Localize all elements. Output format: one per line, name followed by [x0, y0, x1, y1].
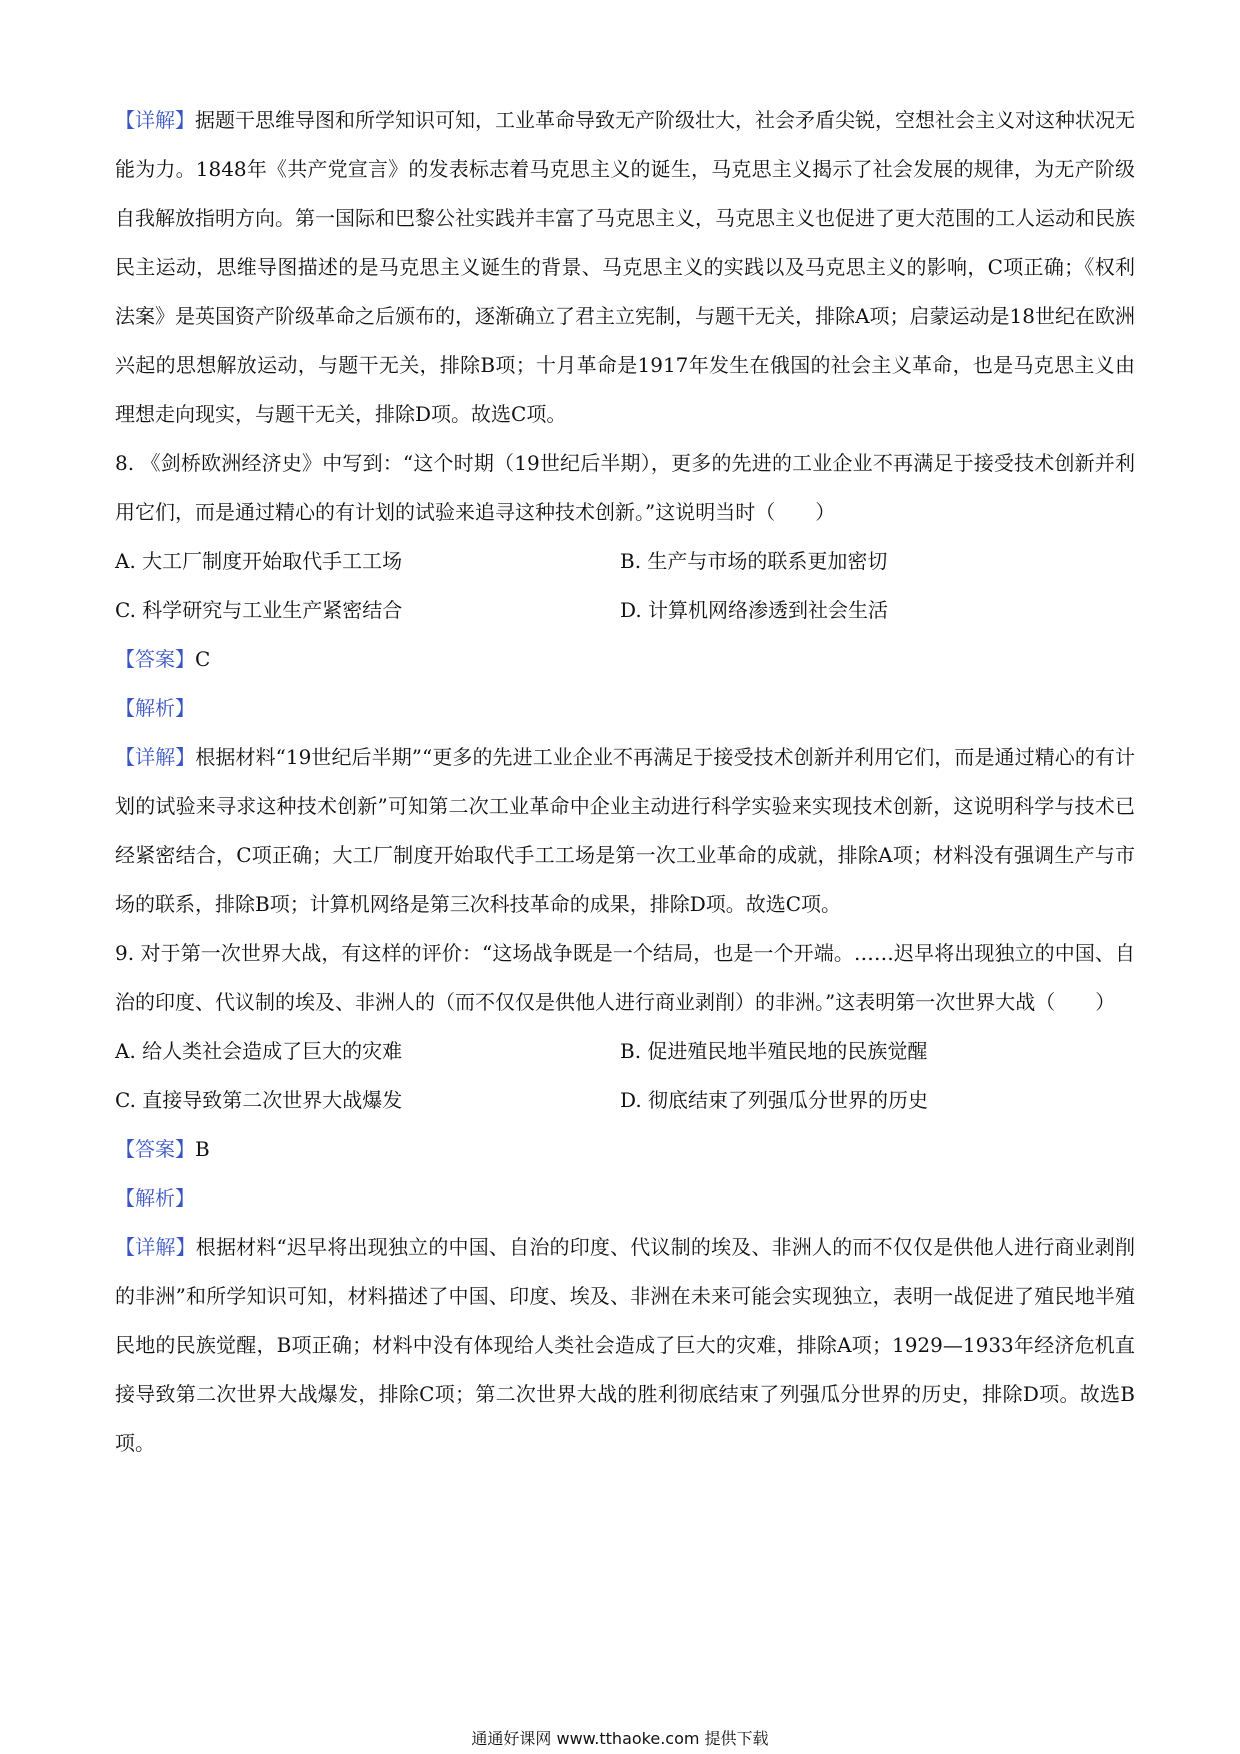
- option-d: D. 彻底结束了列强瓜分世界的历史: [620, 1088, 929, 1112]
- q9-options-row-1: [115, 1027, 1135, 1076]
- q9-detail: [115, 1223, 1135, 1468]
- q9-answer: [115, 1125, 1135, 1174]
- q7-detail: [115, 96, 1135, 439]
- page-footer: 通通好课网 www.tthaoke.com 提供下载: [471, 1729, 769, 1748]
- document-page: [115, 96, 1135, 1468]
- q9-analysis-heading: [115, 1174, 1135, 1223]
- q8-analysis-heading: [115, 684, 1135, 733]
- answer-value: B: [195, 1137, 210, 1161]
- answer-value: C: [195, 647, 211, 671]
- answer-tag: 【答案】: [115, 1137, 195, 1161]
- option-c: C. 科学研究与工业生产紧密结合: [115, 598, 403, 622]
- option-b: B. 促进殖民地半殖民地的民族觉醒: [620, 1039, 928, 1063]
- option-d: D. 计算机网络渗透到社会生活: [620, 598, 889, 622]
- option-b: B. 生产与市场的联系更加密切: [620, 549, 888, 573]
- detail-tag: 【详解】: [115, 745, 196, 769]
- option-a: A. 大工厂制度开始取代手工工场: [115, 549, 403, 573]
- detail-text: 根据材料“迟早将出现独立的中国、自治的印度、代议制的埃及、非洲人的而不仅仅是供他人进行商业剥削的非洲”和所学知识可知，材料描述了中国、印度、埃及、非洲在未来可能会实现独立，表明一战促进了殖民地半殖民地的民族觉醒，B项正确；材料中没有体现给人类社会造成了巨大的灾难，排除A项；1929—1933年经济危机直接导致第二次世界大战爆发，排除C项；第二次世界大战的胜利彻底结束了列强瓜分世界的历史，排除D项。故选B项。: [115, 1235, 1135, 1455]
- analysis-tag: 【解析】: [115, 1186, 195, 1210]
- detail-tag: 【详解】: [115, 108, 195, 132]
- detail-tag: 【详解】: [115, 1235, 196, 1259]
- q8-stem: 8. 《剑桥欧洲经济史》中写到：“这个时期（19世纪后半期），更多的先进的工业企业不再满足于接受技术创新并利用它们，而是通过精心的有计划的试验来追寻这种技术创新。”这说明当时（ ）: [115, 451, 1135, 524]
- detail-text: 根据材料“19世纪后半期”“更多的先进工业企业不再满足于接受技术创新并利用它们，而是通过精心的有计划的试验来寻求这种技术创新”可知第二次工业革命中企业主动进行科学实验来实现技术创新，这说明科学与技术已经紧密结合，C项正确；大工厂制度开始取代手工工场是第一次工业革命的成就，排除A项；材料没有强调生产与市场的联系，排除B项；计算机网络是第三次科技革命的成果，排除D项。故选C项。: [115, 745, 1136, 916]
- analysis-tag: 【解析】: [115, 696, 195, 720]
- q9-options-row-2: [115, 1076, 1135, 1125]
- q8-options-row-1: [115, 537, 1135, 586]
- q8-options-row-2: [115, 586, 1135, 635]
- q8-detail: [115, 733, 1135, 929]
- answer-tag: 【答案】: [115, 647, 195, 671]
- option-a: A. 给人类社会造成了巨大的灾难: [115, 1039, 403, 1063]
- detail-text: 据题干思维导图和所学知识可知，工业革命导致无产阶级壮大，社会矛盾尖锐，空想社会主义对这种状况无能为力。1848年《共产党宣言》的发表标志着马克思主义的诞生，马克思主义揭示了社会发展的规律，为无产阶级自我解放指明方向。第一国际和巴黎公社实践并丰富了马克思主义，马克思主义也促进了更大范围的工人运动和民族民主运动，思维导图描述的是马克思主义诞生的背景、马克思主义的实践以及马克思主义的影响，C项正确；《权利法案》是英国资产阶级革命之后颁布的，逐渐确立了君主立宪制，与题干无关，排除A项；启蒙运动是18世纪在欧洲兴起的思想解放运动，与题干无关，排除B项；十月革命是1917年发生在俄国的社会主义革命，也是马克思主义由理想走向现实，与题干无关，排除D项。故选C项。: [115, 108, 1135, 426]
- option-c: C. 直接导致第二次世界大战爆发: [115, 1088, 403, 1112]
- q8-answer: [115, 635, 1135, 684]
- q9-stem: 9. 对于第一次世界大战，有这样的评价：“这场战争既是一个结局，也是一个开端。……迟早将出现独立的中国、自治的印度、代议制的埃及、非洲人的（而不仅仅是供他人进行商业剥削）的非洲。”这表明第一次世界大战（ ）: [115, 941, 1135, 1014]
